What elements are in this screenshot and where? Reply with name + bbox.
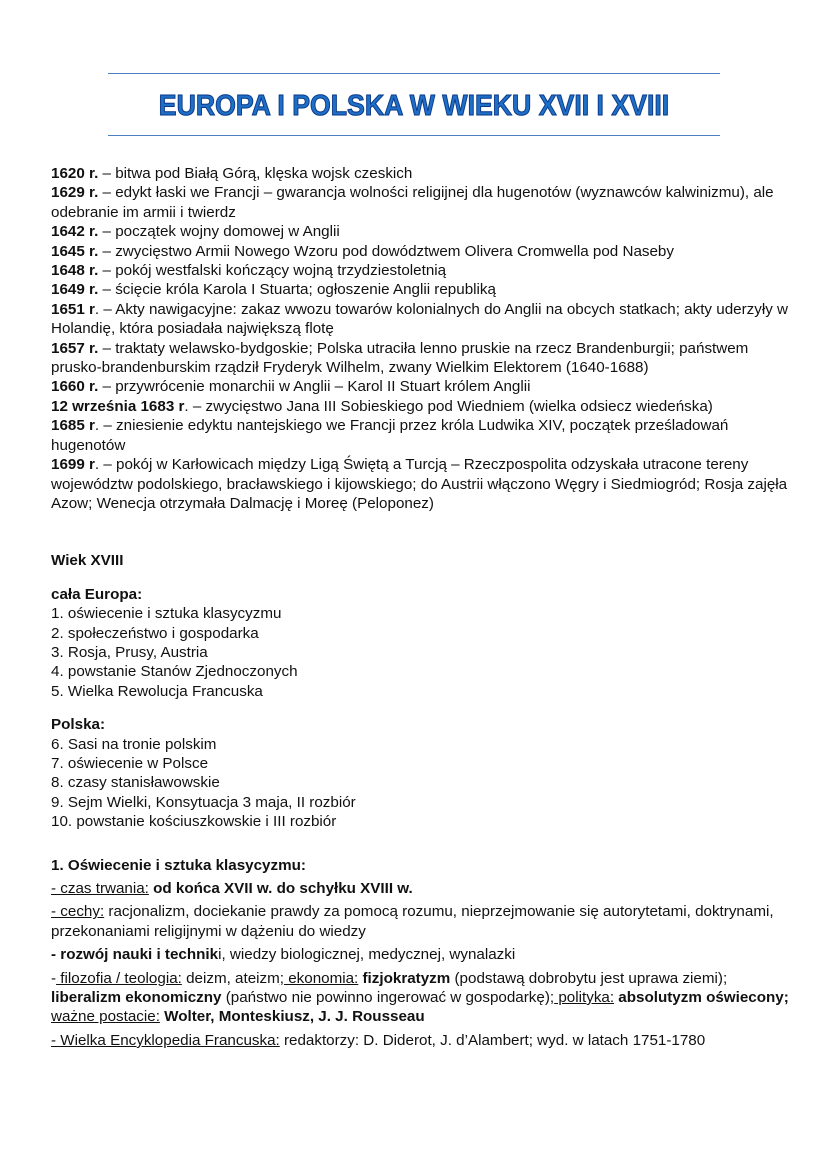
timeline-entry — [51, 183, 791, 222]
entry-text: – bitwa pod Białą Górą, klęska wojsk czeskich — [98, 165, 413, 182]
science-line — [51, 945, 791, 964]
entry-date: 1642 r. — [51, 223, 99, 241]
entry-date: 12 września 1683 r — [51, 397, 185, 415]
entry-date: 1657 r. — [51, 339, 99, 357]
encyclopedia-line — [51, 1031, 791, 1050]
entry-date: 1651 r — [51, 300, 95, 318]
list-item: 10. powstanie kościuszkowskie i III rozbiór — [51, 813, 337, 831]
features-label: - cechy: — [51, 903, 105, 921]
list-item: 1. oświecenie i sztuka klasycyzmu — [51, 605, 282, 623]
science-label: - rozwój nauki i technik — [51, 946, 219, 964]
encyclopedia-label: - Wielka Encyklopedia Francuska: — [51, 1031, 280, 1049]
entry-date: 1645 r. — [51, 242, 99, 260]
entry-text: – traktaty welawsko-bydgoskie; Polska utraciła lenno pruskie na rzecz Brandenburgii; państwem prusko-brandenburskim rządził Fryderyk Wilhelm, zwany Wielkim Elektorem (1640-1688) — [51, 339, 749, 377]
timeline-entry — [51, 222, 791, 241]
entry-date: 1660 r. — [51, 378, 99, 396]
list-item: 8. czasy stanisławowskie — [51, 774, 220, 792]
timeline-list — [51, 164, 791, 513]
timeline-entry — [51, 300, 791, 339]
entry-date: 1699 r — [51, 456, 95, 474]
title-bottom-rule — [108, 135, 720, 136]
entry-text: – zwycięstwo Armii Nowego Wzoru pod dowództwem Olivera Cromwella pod Naseby — [98, 242, 674, 260]
timeline-entry — [51, 242, 791, 261]
entry-date: 1648 r. — [51, 262, 99, 280]
timeline-entry — [51, 377, 791, 396]
list-item: 9. Sejm Wielki, Konsytuacja 3 maja, II rozbiór — [51, 793, 356, 811]
economy-term: fizjokratyzm — [358, 969, 451, 987]
science-text: i, wiedzy biologicznej, medycznej, wynalazki — [218, 946, 516, 964]
entry-date: 1649 r. — [51, 281, 99, 299]
poland-topic-list — [51, 735, 791, 832]
document-title: EUROPA I POLSKA W WIEKU XVII I XVIII — [158, 90, 670, 122]
figures-label: ważne postacie: — [51, 1008, 160, 1026]
duration-line — [51, 879, 791, 898]
philosophy-text: deizm, ateizm — [181, 969, 280, 987]
liberalism-text: (państwo nie powinno ingerować w gospodarkę); — [221, 989, 555, 1007]
entry-text: . – pokój w Karłowicach między Ligą Świętą a Turcją – Rzeczpospolita odzyskała utracone tereny województw podolskiego, bracławskiego i kijowskiego; do Austrii włączono Węgry i Siedmiogród; Rosja zajęła Azow; Wenecja otrzymała Dalmację i Moreę (Peloponez) — [51, 456, 788, 512]
europe-topic-list — [51, 604, 791, 701]
entry-text: – ścięcie króla Karola I Stuarta; ogłoszenie Anglii republiką — [98, 281, 496, 299]
entry-date: 1620 r. — [51, 165, 99, 182]
timeline-entry — [51, 416, 791, 455]
economy-label: ; ekonomia: — [279, 969, 359, 987]
timeline-entry — [51, 397, 791, 416]
entry-date: 1685 r — [51, 417, 95, 435]
list-item: 4. powstanie Stanów Zjednoczonych — [51, 663, 298, 681]
entry-text: – edykt łaski we Francji – gwarancja wolności religijnej dla hugenotów (wyznawców kalwinizmu), ale odebranie im armii i twierdz — [51, 184, 774, 221]
economy-text: (podstawą dobrobytu jest uprawa ziemi); — [450, 969, 728, 987]
list-item: 7. oświecenie w Polsce — [51, 754, 209, 772]
figures-names: Wolter, Monteskiusz, J. J. Rousseau — [159, 1008, 425, 1026]
features-line — [51, 902, 791, 941]
poland-heading: Polska: — [51, 716, 106, 734]
entry-text: – początek wojny domowej w Anglii — [98, 223, 340, 241]
europe-heading: cała Europa: — [51, 585, 143, 603]
philosophy-paragraph — [51, 969, 791, 1027]
list-item: 5. Wielka Rewolucja Francuska — [51, 682, 263, 700]
encyclopedia-text: redaktorzy: D. Diderot, J. d’Alambert; wyd. w latach 1751-1780 — [279, 1031, 706, 1049]
politics-term: absolutyzm oświecony; — [614, 989, 789, 1007]
entry-text: – przywrócenie monarchii w Anglii – Karol II Stuart królem Anglii — [98, 378, 531, 396]
entry-date: 1629 r. — [51, 184, 99, 202]
philosophy-label: filozofia / teologia: — [56, 969, 182, 987]
section-heading-18th-century: Wiek XVIII — [51, 552, 124, 570]
timeline-entry — [51, 280, 791, 299]
timeline-entry — [51, 164, 791, 183]
timeline-entry — [51, 261, 791, 280]
duration-label: - czas trwania: — [51, 880, 149, 897]
entry-text: . – zwycięstwo Jana III Sobieskiego pod Wiedniem (wielka odsiecz wiedeńska) — [184, 397, 713, 415]
entry-text: – pokój westfalski kończący wojną trzydziestoletnią — [98, 262, 447, 280]
politics-label: polityka: — [554, 989, 615, 1007]
list-item: 6. Sasi na tronie polskim — [51, 735, 217, 753]
philosophy-prefix: - — [51, 969, 57, 987]
document-body — [51, 164, 791, 1050]
timeline-entry — [51, 339, 791, 378]
entry-text: . – Akty nawigacyjne: zakaz wwozu towarów kolonialnych do Anglii na obcych statkach; akty uderzyły w Holandię, która posiadała największą flotę — [51, 300, 788, 338]
liberalism-term: liberalizm ekonomiczny — [51, 989, 222, 1007]
entry-text: . – zniesienie edyktu nantejskiego we Francji przez króla Ludwika XIV, początek prześladowań hugenotów — [51, 417, 729, 454]
list-item: 2. społeczeństwo i gospodarka — [51, 624, 259, 642]
timeline-entry — [51, 455, 791, 513]
list-item: 3. Rosja, Prusy, Austria — [51, 643, 208, 661]
enlightenment-heading: 1. Oświecenie i sztuka klasycyzmu: — [51, 856, 306, 874]
duration-value: od końca XVII w. do schyłku XVIII w. — [148, 880, 413, 897]
title-top-rule — [108, 73, 720, 74]
features-text: racjonalizm, dociekanie prawdy za pomocą rozumu, nieprzejmowanie się autorytetami, doktrynami, przekonaniami religijnymi w dążeniu do wiedzy — [51, 903, 774, 940]
